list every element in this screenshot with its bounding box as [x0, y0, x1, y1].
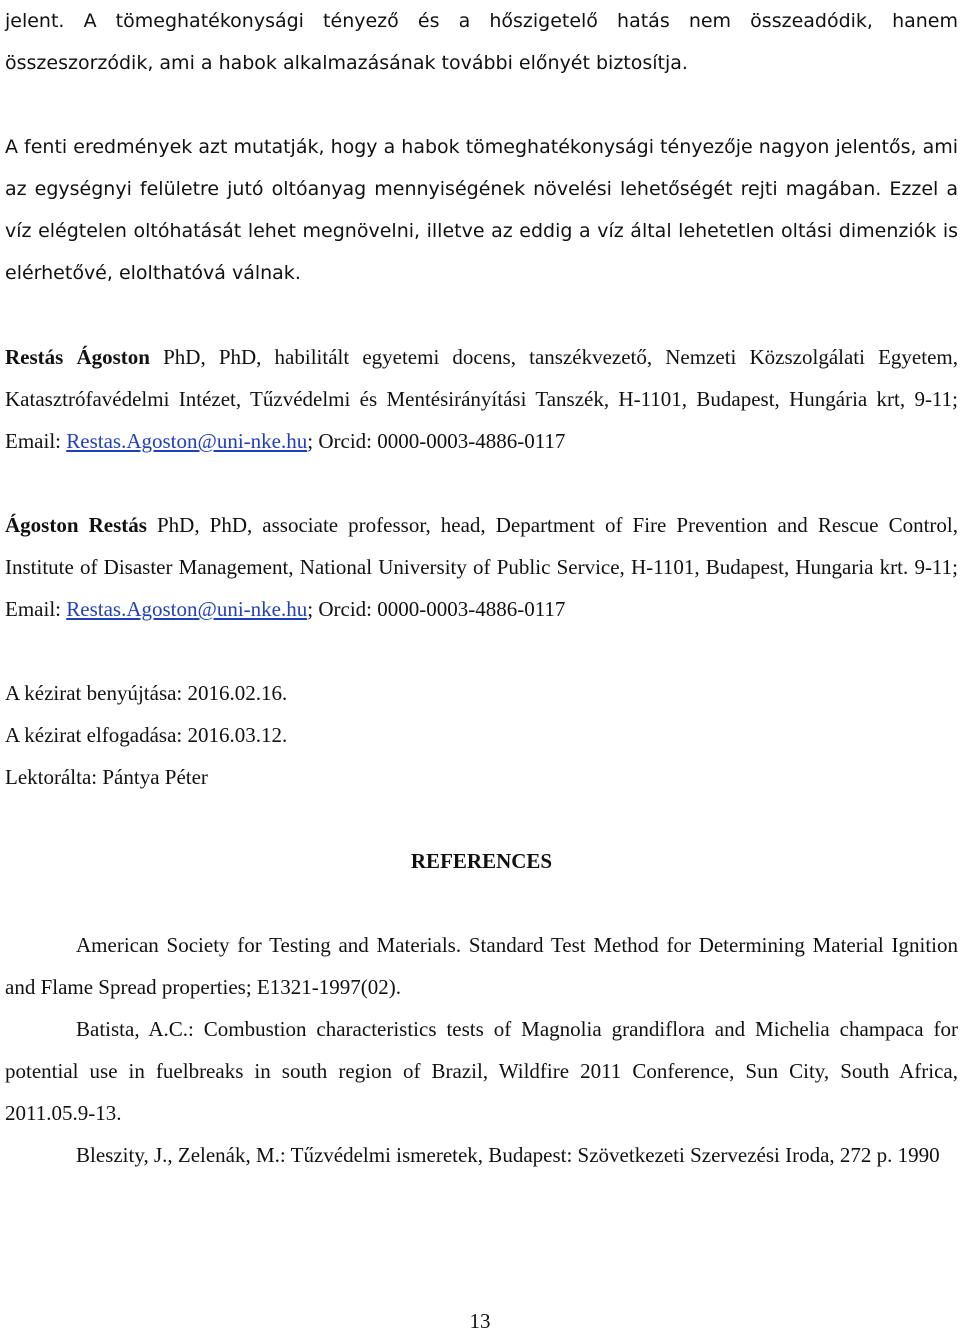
reference-item: Batista, A.C.: Combustion characteristics tests of Magnolia grandiflora and Michelia champaca for potential use in fuelbreaks in south region of Brazil, Wildfire 2011 Conference, Sun City, South Africa, 2011.05.9-13. — [5, 1017, 958, 1125]
reference-item: Bleszity, J., Zelenák, M.: Tűzvédelmi ismeretek, Budapest: Szövetkezeti Szervezési Iroda, 272 p. 1990 — [76, 1143, 940, 1167]
author-orcid-hungarian: ; Orcid: 0000-0003-4886-0117 — [307, 429, 566, 453]
author-affiliation-english — [5, 504, 958, 630]
spacer — [5, 630, 958, 672]
spacer — [5, 798, 958, 840]
body-paragraph-1: jelent. A tömeghatékonysági tényező és a hőszigetelő hatás nem összeadódik, hanem összeszorzódik, ami a habok alkalmazásának további előnyét biztosítja. — [5, 10, 958, 74]
manuscript-submitted: A kézirat benyújtása: 2016.02.16. — [5, 681, 288, 705]
author-email-link-english[interactable]: Restas.Agoston@uni-nke.hu — [66, 597, 308, 621]
spacer — [5, 882, 958, 924]
references-heading: REFERENCES — [410, 849, 553, 873]
manuscript-reviewer: Lektorálta: Pántya Péter — [5, 765, 208, 789]
reference-item: American Society for Testing and Materials. Standard Test Method for Determining Material Ignition and Flame Spread properties; E1321-1997(02). — [5, 933, 958, 999]
author-details-english: PhD, PhD, associate professor, head, Department of Fire Prevention and Rescue Control, Institute of Disaster Management, National University of Public Service, H-1101, Budapest, Hungaria krt. 9-11; Email: — [5, 513, 958, 621]
page-number: 13 — [469, 1309, 491, 1333]
author-orcid-english: ; Orcid: 0000-0003-4886-0117 — [307, 597, 566, 621]
manuscript-accepted: A kézirat elfogadása: 2016.03.12. — [5, 723, 288, 747]
author-name-hungarian: Restás Ágoston — [5, 345, 150, 369]
author-details-hungarian: PhD, PhD, habilitált egyetemi docens, tanszékvezető, Nemzeti Közszolgálati Egyetem, Katasztrófavédelmi Intézet, Tűzvédelmi és Mentésirányítási Tanszék, H-1101, Budapest, Hungária krt, 9-11; Email: — [5, 345, 958, 453]
spacer — [5, 294, 958, 336]
spacer — [5, 462, 958, 504]
author-email-link-hungarian[interactable]: Restas.Agoston@uni-nke.hu — [66, 429, 308, 453]
spacer — [5, 84, 958, 126]
body-paragraph-2: A fenti eredmények azt mutatják, hogy a habok tömeghatékonysági tényezője nagyon jelentős, ami az egységnyi felületre jutó oltóanyag mennyiségének növelési lehetőségét rejti magában. Ezzel a víz elégtelen oltóhatását lehet megnövelni, illetve az eddig a víz által lehetetlen oltási dimenziók is elérhetővé, elolthatóvá válnak. — [5, 136, 958, 284]
author-affiliation-hungarian — [5, 336, 958, 462]
author-name-english: Ágoston Restás — [5, 513, 147, 537]
document-page — [5, 0, 958, 1176]
